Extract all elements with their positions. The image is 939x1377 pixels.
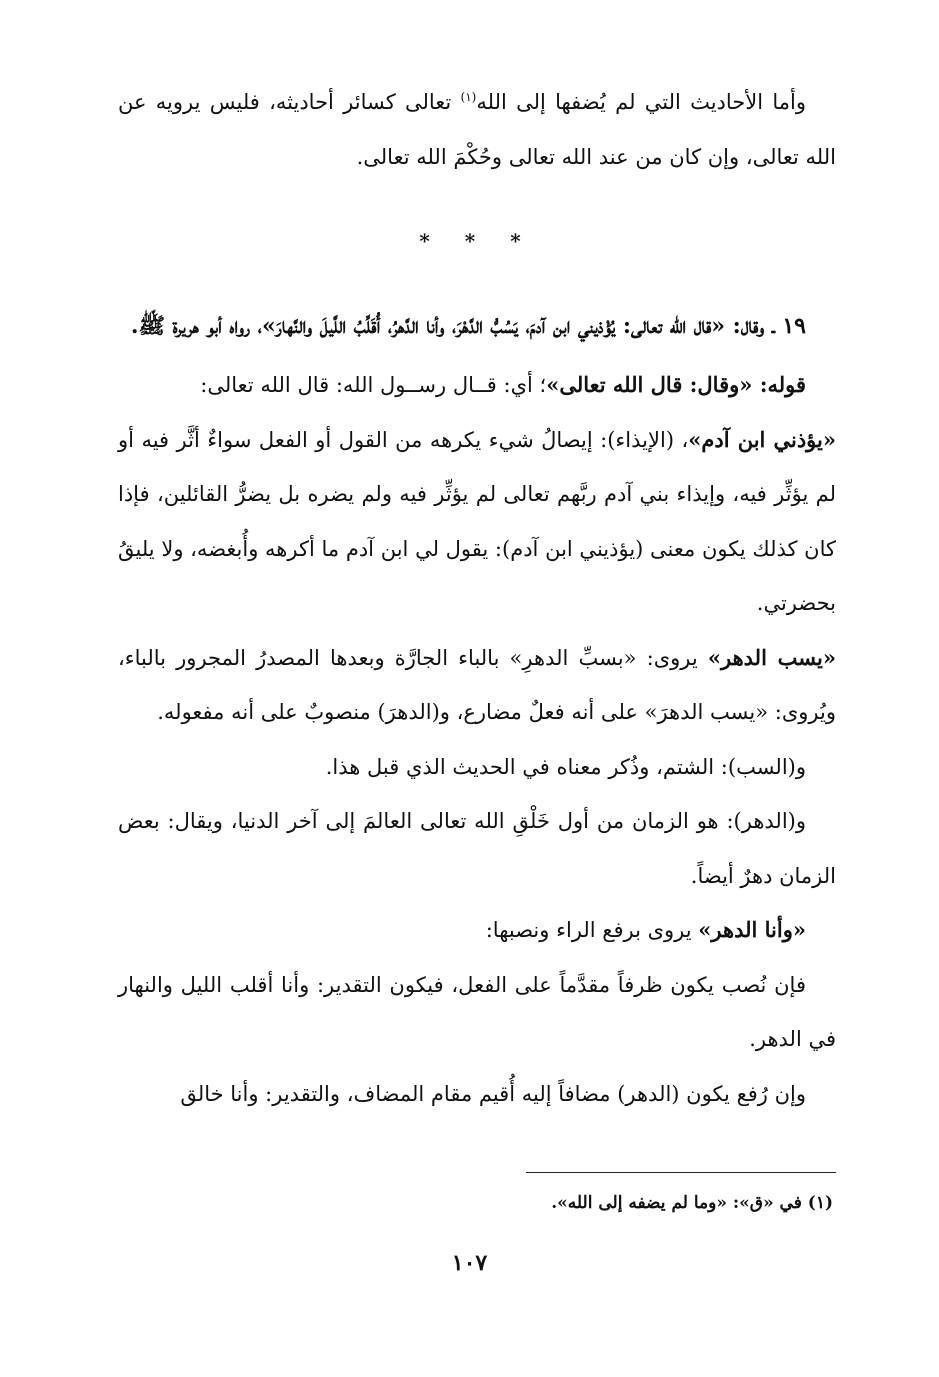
commentary-heading-2: «يؤذني ابن آدم»: [688, 426, 836, 452]
body-text: [118, 70, 836, 1121]
hadith-paragraph: [118, 298, 836, 354]
commentary-paragraph-2: [118, 413, 836, 631]
commentary-text-6: يروى برفع الراء ونصبها:: [485, 918, 699, 942]
commentary-heading-3: «يسب الدهر»: [707, 644, 836, 670]
commentary-text-2: ، (الإيذاء): إيصالُ شيء يكرهه من القول أو الفعل سواءٌ أثَّر فيه أو لم يؤثِّر فيه، وإيذاء بني آدم ربَّهم تعالى لم يؤثِّر فيه ولم يضره بل يضرُّ القائلين، فإذا كان كذلك يكون معنى (يؤذيني ابن آدم): يقول لي ابن آدم ما أكرهه وأُبغضه، ولا يليقُ بحضرتي.: [118, 427, 836, 615]
footnote-text: في «ق»: «وما لم يضفه إلى الله».: [551, 1193, 802, 1213]
intro-paragraph: [118, 70, 836, 184]
commentary-paragraph-1: [118, 358, 836, 413]
commentary-text-1: ؛ أي: قــال رســول الله: قال الله تعالى:: [200, 373, 547, 397]
hadith-number: ١٩ ـ: [764, 313, 806, 339]
commentary-heading-1: قوله: «وقال: قال الله تعالى»: [546, 372, 806, 397]
intro-text-2: تعالى كسائر أحاديثه، فليس يرويه عن الله تعالى، وإن كان من عند الله تعالى وحُكْمَ الله تعالى.: [118, 90, 836, 169]
intro-text-1: وأما الأحاديث التي لم يُضفها إلى الله: [476, 90, 806, 114]
commentary-text-3: يروى: «بسبِّ الدهرِ» بالباء الجارَّة وبعدها المصدرُ المجرور بالباء، ويُروى: «يسب الدهرَ» على أنه فعلٌ مضارع، و(الدهرَ) منصوبٌ على أنه مفعوله.: [118, 645, 836, 724]
commentary-paragraph-7: فإن نُصب يكون ظرفاً مقدَّماً على الفعل، فيكون التقدير: وأنا أقلب الليل والنهار في الدهر.: [118, 972, 836, 1051]
commentary-paragraph-4: و(السب): الشتم، وذُكر معناه في الحديث الذي قبل هذا.: [325, 754, 806, 779]
commentary-paragraph-5: و(الدهر): هو الزمان من أول خَلْقِ الله تعالى العالمَ إلى آخر الدنيا، ويقال: بعض الزمان دهرٌ أيضاً.: [118, 809, 836, 888]
footnote-separator: [526, 1172, 836, 1173]
footnote: [118, 1188, 833, 1218]
commentary-paragraph-8: وإن رُفع يكون (الدهر) مضافاً إليه أُقيم مقام المضاف، والتقدير: وأنا خالق: [180, 1081, 806, 1106]
page-number: ١٠٧: [451, 1250, 488, 1276]
commentary-paragraph-3: [118, 631, 836, 740]
commentary-paragraph-6: [118, 903, 836, 958]
footnote-reference: (١): [460, 90, 477, 104]
commentary-heading-6: «وأنا الدهر»: [698, 917, 806, 942]
hadith-text: وقال: «قال الله تعالى: يُؤْذيني ابن آدمَ، يَسُبُّ الدَّهْرَ، وأنا الدَّهرُ، أُقَلِّبُ اللَّيلَ والنَّهارَ»، رواه أبو هريرة ﷺ.: [130, 313, 765, 339]
section-separator: * * *: [419, 229, 535, 253]
footnote-marker: (١): [807, 1193, 833, 1213]
